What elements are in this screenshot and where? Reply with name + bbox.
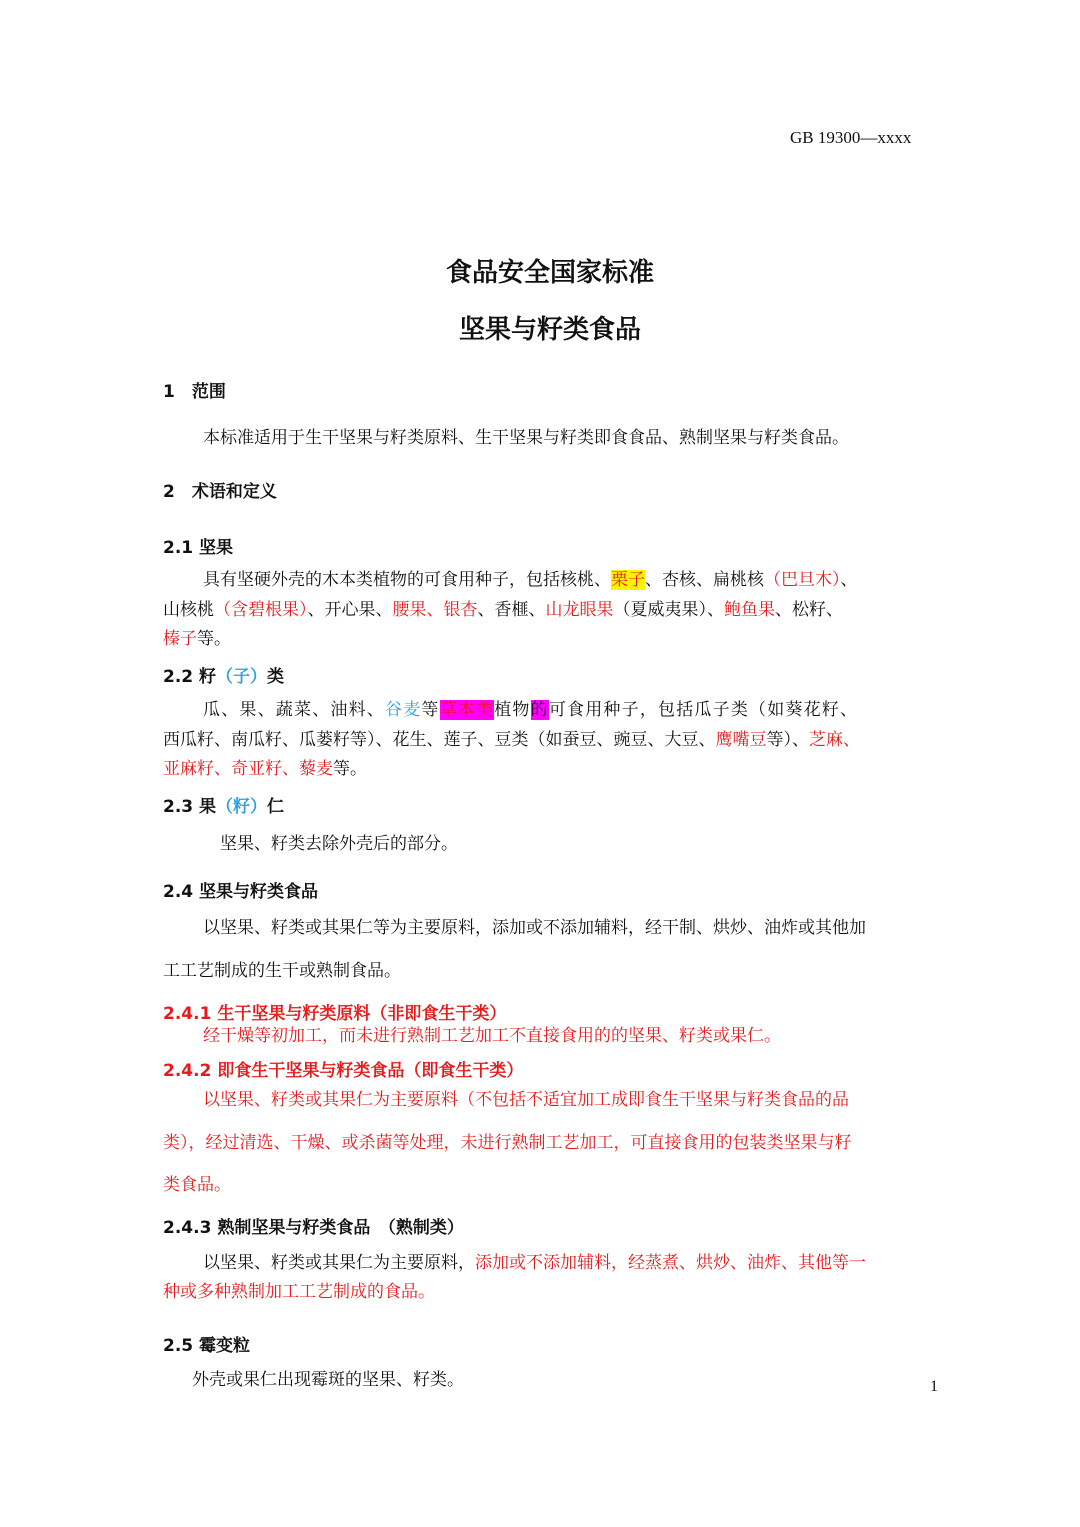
document-title: 食品安全国家标准 (445, 258, 654, 288)
section-2-1-line-1: 具有坚硬外壳的木本类植物的可食用种子，包括核桃、栗子、杏核、扁桃核（巴旦木）、 (203, 570, 858, 590)
section-2-4-3-line-2: 种或多种熟制加工工艺制成的食品。 (163, 1282, 435, 1302)
section-2-4-2-line-1: 以坚果、籽类或其果仁为主要原料（不包括不适宜加工成即食生干坚果与籽类食品的品 (203, 1090, 849, 1110)
section-1-heading: 1 范围 (163, 382, 226, 402)
section-2-1-line-2: 山核桃（含碧根果）、开心果、腰果、银杏、香榧、山龙眼果（夏威夷果）、鲍鱼果、松籽、 (163, 600, 843, 620)
section-2-4-2-line-2: 类），经过清选、干燥、或杀菌等处理，未进行熟制工艺加工，可直接食用的包装类坚果与籽 (163, 1133, 852, 1153)
highlight-herbaceous: 草本类 (439, 700, 495, 720)
page-number: 1 (930, 1378, 938, 1395)
highlight-chestnut: 栗子 (611, 570, 645, 590)
section-2-4-line-2: 工工艺制成的生干或熟制食品。 (163, 961, 401, 981)
section-2-5-heading: 2.5 霉变粒 (163, 1336, 251, 1356)
section-2-4-2-line-3: 类食品。 (163, 1175, 231, 1195)
section-2-3-heading: 2.3 果（籽）仁 (163, 797, 285, 817)
section-2-4-3-heading: 2.4.3 熟制坚果与籽类食品 （熟制类） (163, 1218, 464, 1238)
section-2-1-line-3: 榛子等。 (163, 629, 231, 649)
section-2-4-1-heading: 2.4.1 生干坚果与籽类原料（非即食生干类） (163, 1004, 507, 1024)
section-2-4-1-body: 经干燥等初加工，而未进行熟制工艺加工不直接食用的的坚果、籽类或果仁。 (203, 1026, 781, 1046)
section-2-4-line-1: 以坚果、籽类或其果仁等为主要原料，添加或不添加辅料，经干制、烘炒、油炸或其他加 (203, 918, 866, 938)
highlight-de: 的 (530, 700, 549, 720)
section-2-heading: 2 术语和定义 (163, 482, 277, 502)
section-2-2-heading: 2.2 籽（子）类 (163, 667, 285, 687)
document-subtitle: 坚果与籽类食品 (458, 315, 641, 345)
section-1-body: 本标准适用于生干坚果与籽类原料、生干坚果与籽类即食食品、熟制坚果与籽类食品。 (203, 428, 849, 448)
section-2-4-3-line-1: 以坚果、籽类或其果仁为主要原料，添加或不添加辅料，经蒸煮、烘炒、油炸、其他等一 (203, 1253, 866, 1273)
section-2-4-2-heading: 2.4.2 即食生干坚果与籽类食品（即食生干类） (163, 1061, 524, 1081)
section-2-2-line-1: 瓜、果、蔬菜、油料、谷麦等草本类植物的可食用种子，包括瓜子类（如葵花籽、 (203, 700, 859, 720)
section-2-2-line-2: 西瓜籽、南瓜籽、瓜蒌籽等）、花生、莲子、豆类（如蚕豆、豌豆、大豆、鹰嘴豆等）、芝麻、 (163, 730, 860, 750)
section-2-1-heading: 2.1 坚果 (163, 538, 234, 558)
section-2-5-body: 外壳或果仁出现霉斑的坚果、籽类。 (192, 1370, 464, 1390)
section-2-4-heading: 2.4 坚果与籽类食品 (163, 882, 319, 902)
section-2-3-body: 坚果、籽类去除外壳后的部分。 (220, 834, 458, 854)
section-2-2-line-3: 亚麻籽、奇亚籽、藜麦等。 (163, 759, 367, 779)
standard-number: GB 19300—xxxx (790, 128, 912, 147)
